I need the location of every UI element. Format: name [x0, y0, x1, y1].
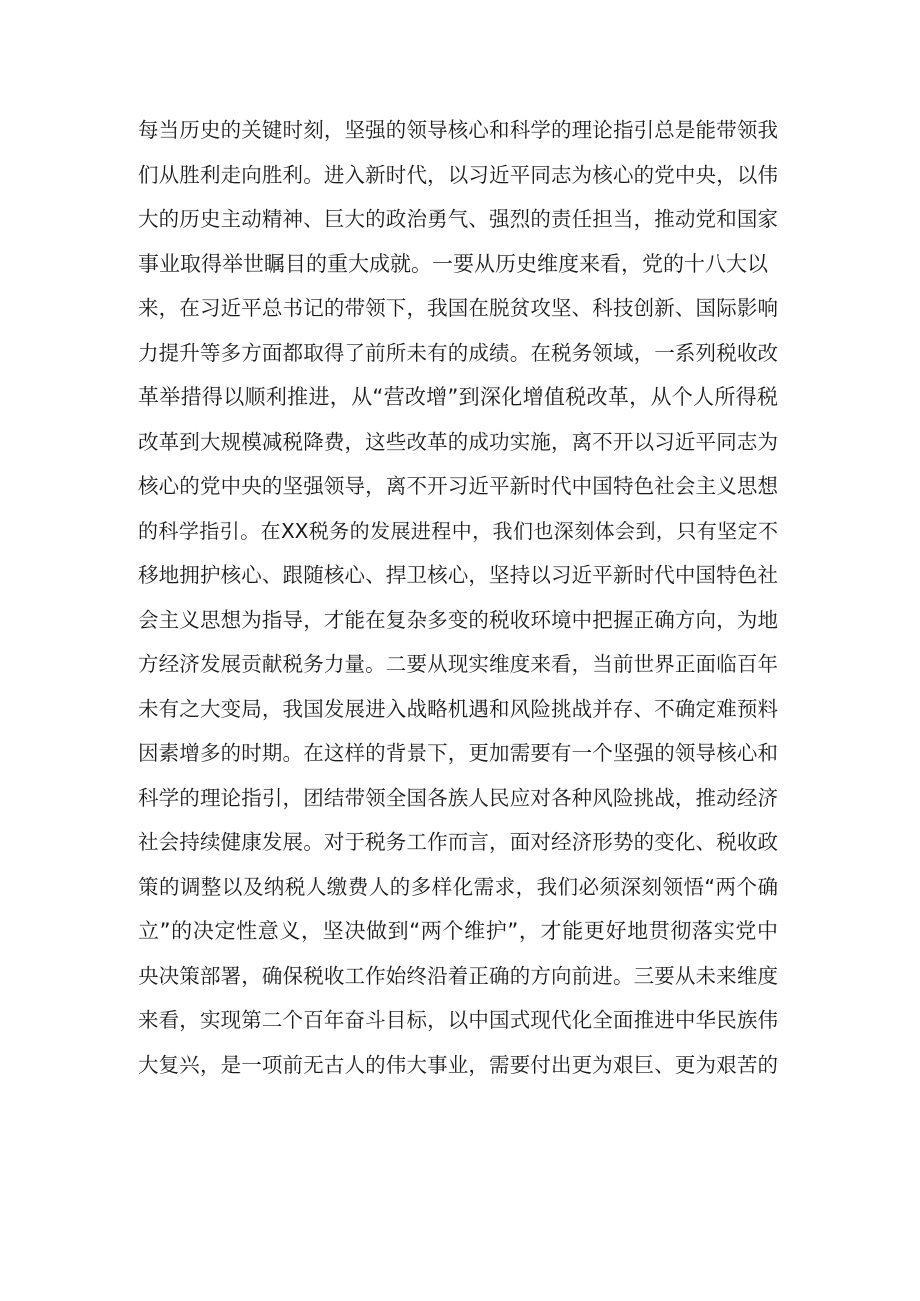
text-line: 方经济发展贡献税务力量。二要从现实维度来看，当前世界正面临百年 — [138, 652, 778, 676]
text-line: 改革到大规模减税降费，这些改革的成功实施，离不开以习近平同志为 — [138, 429, 778, 454]
text-line: 央决策部署，确保税收工作始终沿着正确的方向前进。三要从未来维度 — [138, 963, 778, 988]
body-paragraph — [138, 108, 778, 1087]
text-line: 事业取得举世瞩目的重大成就。一要从历史维度来看，党的十八大以 — [138, 251, 768, 276]
text-line: 核心的党中央的坚强领导，离不开习近平新时代中国特色社会主义思想 — [138, 474, 778, 498]
text-line: 们从胜利走向胜利。进入新时代，以习近平同志为核心的党中央，以伟 — [138, 162, 778, 187]
text-line: 的科学指引。在XX税务的发展进程中，我们也深刻体会到，只有坚定不 — [138, 518, 778, 543]
text-line: 来，在习近平总书记的带领下，我国在脱贫攻坚、科技创新、国际影响 — [138, 296, 778, 320]
text-line: 因素增多的时期。在这样的背景下，更加需要有一个坚强的领导核心和 — [138, 741, 778, 765]
text-line: 移地拥护核心、跟随核心、捍卫核心，坚持以习近平新时代中国特色社 — [138, 563, 778, 587]
text-line: 每当历史的关键时刻，坚强的领导核心和科学的理论指引总是能带领我 — [138, 118, 778, 142]
text-line: 社会持续健康发展。对于税务工作而言，面对经济形势的变化、税收政 — [138, 830, 778, 854]
text-line: 未有之大变局，我国发展进入战略机遇和风险挑战并存、不确定难预料 — [138, 696, 778, 721]
text-line: 大的历史主动精神、巨大的政治勇气、强烈的责任担当，推动党和国家 — [138, 207, 778, 231]
text-line: 来看，实现第二个百年奋斗目标，以中国式现代化全面推进中华民族伟 — [138, 1008, 778, 1032]
text-line: 力提升等多方面都取得了前所未有的成绩。在税务领域，一系列税收改 — [138, 340, 778, 365]
text-line: 会主义思想为指导，才能在复杂多变的税收环境中把握正确方向，为地 — [138, 607, 778, 632]
text-line: 策的调整以及纳税人缴费人的多样化需求，我们必须深刻领悟“两个确 — [138, 874, 778, 899]
text-line: 革举措得以顺利推进，从“营改增”到深化增值税改革，从个人所得税 — [138, 385, 778, 409]
text-line: 大复兴，是一项前无古人的伟大事业，需要付出更为艰巨、更为艰苦的 — [138, 1052, 778, 1077]
text-line: 立”的决定性意义，坚决做到“两个维护”，才能更好地贯彻落实党中 — [138, 919, 778, 943]
text-line: 科学的理论指引，团结带领全国各族人民应对各种风险挑战，推动经济 — [138, 785, 778, 810]
